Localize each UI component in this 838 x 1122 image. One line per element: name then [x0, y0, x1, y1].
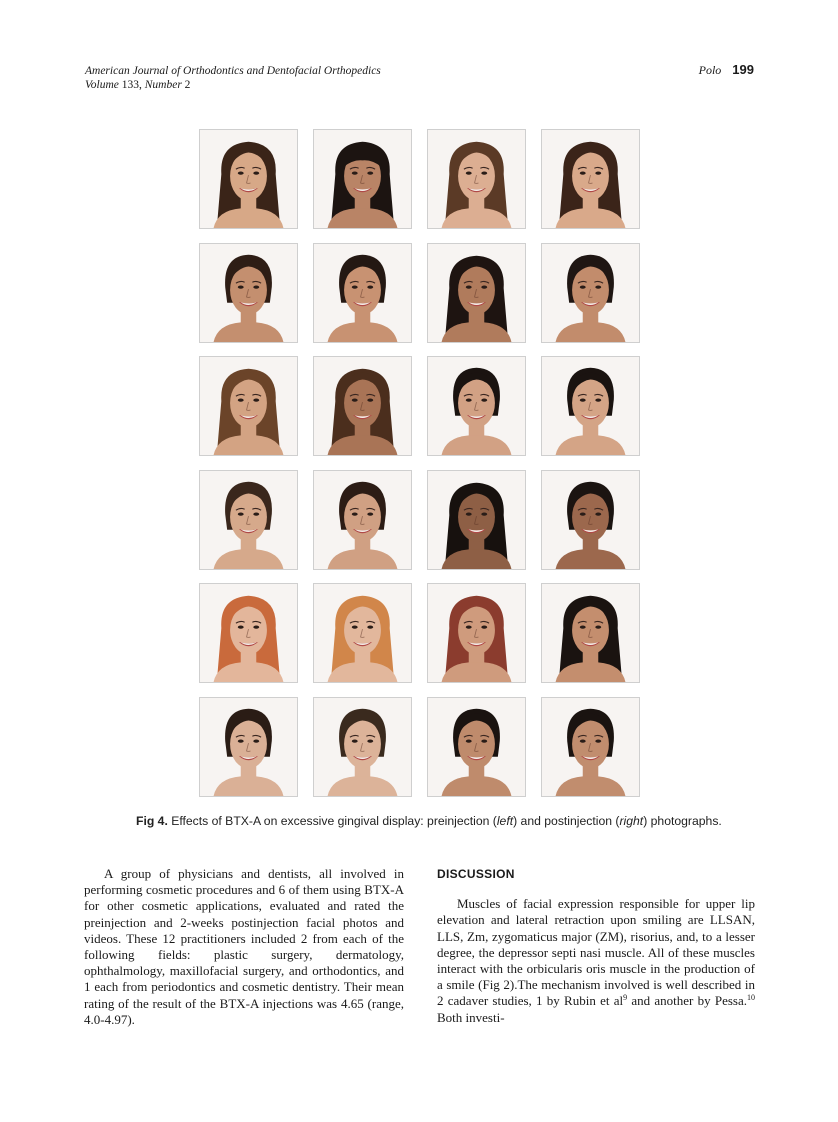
volume-line	[85, 78, 381, 92]
portrait-photo	[199, 243, 298, 343]
portrait-photo	[427, 243, 526, 343]
figure-photo-grid	[199, 129, 640, 798]
portrait-photo	[427, 583, 526, 683]
caption-right: right	[619, 814, 644, 828]
right-column	[437, 866, 755, 1026]
figure-caption	[136, 813, 726, 829]
portrait-photo	[313, 697, 412, 797]
reference-9: 9	[623, 993, 628, 1003]
portrait-photo	[427, 697, 526, 797]
discussion-text-3: Both investi-	[437, 1009, 505, 1025]
portrait-photo	[541, 243, 640, 343]
portrait-photo	[313, 243, 412, 343]
portrait-photo	[427, 356, 526, 456]
running-author: Polo	[698, 63, 722, 77]
journal-title: American Journal of Orthodontics and Dentofacial Orthopedics	[85, 65, 381, 77]
left-column	[84, 866, 404, 1028]
page-header-right	[699, 62, 754, 78]
portrait-photo	[541, 129, 640, 229]
running-header	[85, 64, 381, 92]
portrait-photo	[313, 356, 412, 456]
portrait-photo	[541, 583, 640, 683]
portrait-photo	[313, 129, 412, 229]
portrait-photo	[541, 697, 640, 797]
portrait-photo	[541, 356, 640, 456]
volume-label: Volume	[85, 79, 119, 91]
figure-label: Fig 4.	[136, 814, 168, 828]
reference-10: 10	[747, 993, 755, 1003]
portrait-photo	[313, 583, 412, 683]
discussion-text-1: Muscles of facial expression responsible for upper lip elevation and lateral retraction upon smiling are LLSAN, LLS, Zm, zygomaticus major (ZM), risorius, and, to a lesser degree, the depressor septi nasi muscle. All of these muscles interact with the orbicularis oris muscle in the production of a smile (Fig 2).The mechanism involved is well described in 2 cadaver studies, 1 by Rubin et al	[437, 896, 755, 1009]
volume-value: 133,	[121, 79, 142, 91]
body-paragraph: A group of physicians and dentists, all involved in performing cosmetic procedures and 6 of them using BTX-A for other cosmetic applications, evaluated and rated the preinjection and 2-weeks postinjection facial photos and videos. These 12 practitioners included 2 from each of the following fields: plastic surgery, dermatology, ophthalmology, maxillofacial surgery, and orthodontics, and 1 each from periodontics and cosmetic dentistry. Their mean rating of the result of the BTX-A injections was 4.65 (range, 4.0-4.97).	[84, 866, 404, 1027]
page-number: 199	[732, 62, 754, 77]
portrait-photo	[199, 697, 298, 797]
discussion-text-2: and another by Pessa.	[627, 993, 747, 1009]
portrait-photo	[541, 470, 640, 570]
discussion-paragraph	[437, 896, 755, 1026]
portrait-photo	[199, 129, 298, 229]
caption-left: left	[496, 814, 514, 828]
caption-text-2: ) and postinjection (	[513, 814, 620, 828]
portrait-photo	[199, 470, 298, 570]
caption-text-1: Effects of BTX-A on excessive gingival display: preinjection (	[171, 814, 497, 828]
portrait-photo	[199, 583, 298, 683]
number-value: 2	[184, 79, 191, 91]
number-label: Number	[144, 79, 182, 91]
portrait-photo	[313, 470, 412, 570]
section-heading: DISCUSSION	[437, 867, 515, 881]
portrait-photo	[199, 356, 298, 456]
caption-text-3: ) photographs.	[643, 814, 722, 828]
portrait-photo	[427, 470, 526, 570]
portrait-photo	[427, 129, 526, 229]
